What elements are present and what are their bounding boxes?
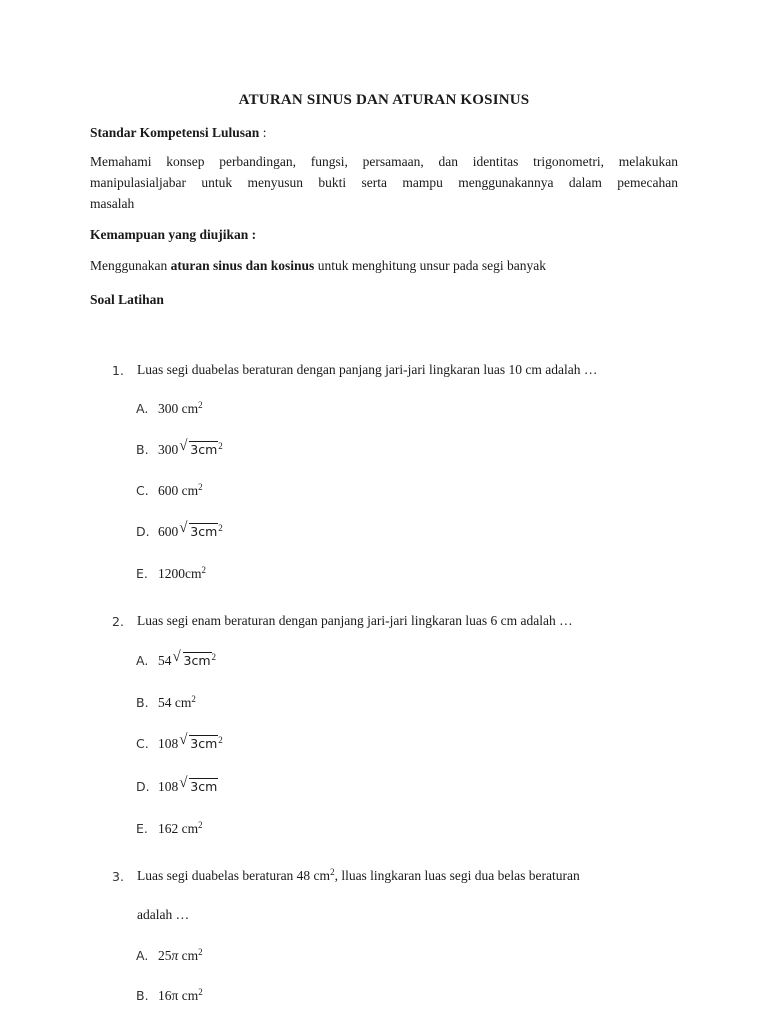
option-value: 300 — [158, 442, 179, 457]
option-letter: B. — [136, 695, 149, 710]
q3-text-sup: 2 — [330, 867, 335, 877]
kemampuan-bold: aturan sinus dan kosinus — [170, 258, 315, 273]
option-value: 162 cm — [158, 821, 199, 836]
kemampuan-heading: Kemampuan yang diujikan : — [90, 227, 257, 242]
question-3-text-line-2: adalah … — [137, 907, 190, 922]
option-letter: A. — [136, 653, 149, 668]
option-root: 3cm — [190, 779, 218, 794]
option-letter: C. — [136, 483, 149, 498]
option-root: 3cm — [190, 442, 218, 457]
q1-option-b — [136, 438, 223, 458]
option-letter: A. — [136, 948, 149, 963]
option-sup: 2 — [218, 735, 223, 745]
option-root: 3cm — [183, 653, 211, 668]
q3-option-a — [136, 948, 203, 964]
q2-option-e — [136, 821, 203, 837]
skl-paragraph — [90, 151, 678, 214]
sqrt-symbol: √ 3cm — [172, 649, 211, 668]
option-unit: cm — [178, 988, 199, 1003]
pi-symbol: π — [171, 988, 179, 1003]
sqrt-symbol: √ 3cm — [179, 438, 218, 457]
question-1-text: Luas segi duabelas beraturan dengan panjang jari-jari lingkaran luas 10 cm adalah … — [137, 362, 598, 377]
skl-label: Standar Kompetensi Lulusan — [90, 125, 260, 140]
q3-text-pre: Luas segi duabelas beraturan 48 cm — [137, 868, 331, 883]
q3-option-b — [136, 988, 203, 1004]
skl-heading — [90, 125, 266, 141]
q2-option-a — [136, 649, 217, 669]
option-sup: 2 — [198, 482, 203, 492]
option-letter: B. — [136, 988, 149, 1003]
option-letter: E. — [136, 821, 148, 836]
option-root: 3cm — [190, 524, 218, 539]
q2-option-d — [136, 775, 218, 795]
q3-text-post: , lluas lingkaran luas segi dua belas beraturan — [334, 868, 580, 883]
option-unit: cm — [178, 948, 199, 963]
sqrt-symbol: √ 3cm — [179, 732, 218, 751]
option-root: 3cm — [190, 736, 218, 751]
pi-symbol: π — [171, 948, 179, 963]
option-letter: B. — [136, 442, 149, 457]
skl-colon: : — [259, 125, 267, 140]
option-sup: 2 — [198, 947, 203, 957]
option-value: 600 cm — [158, 483, 199, 498]
option-value: 54 cm — [158, 695, 192, 710]
option-sup: 2 — [191, 694, 196, 704]
kemampuan-text — [90, 258, 546, 274]
q1-option-d — [136, 520, 223, 540]
option-value: 25 — [158, 948, 172, 963]
option-letter: D. — [136, 524, 150, 539]
option-sup: 2 — [211, 652, 217, 662]
option-value: 54 — [158, 653, 172, 668]
option-sup: 2 — [201, 565, 206, 575]
option-value: 108 — [158, 736, 179, 751]
kemampuan-pre: Menggunakan — [90, 258, 171, 273]
sqrt-symbol: √ 3cm — [179, 520, 218, 539]
option-value: 300 cm — [158, 401, 199, 416]
document-title: ATURAN SINUS DAN ATURAN KOSINUS — [238, 92, 530, 108]
soal-heading: Soal Latihan — [90, 292, 164, 307]
skl-line-3: masalah — [90, 196, 135, 211]
q1-option-e — [136, 566, 206, 582]
question-2-number: 2. — [112, 614, 124, 629]
question-3-text — [137, 868, 580, 884]
option-value: 16 — [158, 988, 172, 1003]
option-sup: 2 — [218, 523, 223, 533]
option-letter: D. — [136, 779, 150, 794]
q1-option-a — [136, 401, 203, 417]
option-value: 1200cm — [158, 566, 202, 581]
kemampuan-post: untuk menghitung unsur pada segi banyak — [314, 258, 547, 273]
q2-option-b — [136, 695, 196, 711]
option-value: 600 — [158, 524, 179, 539]
sqrt-symbol: √ 3cm — [179, 775, 218, 794]
question-2-text: Luas segi enam beraturan dengan panjang jari-jari lingkaran luas 6 cm adalah … — [137, 613, 573, 628]
question-1-number: 1. — [112, 363, 124, 378]
option-sup: 2 — [198, 987, 203, 997]
option-letter: A. — [136, 401, 149, 416]
option-sup: 2 — [198, 400, 203, 410]
question-3-number: 3. — [112, 869, 124, 884]
option-letter: E. — [136, 566, 148, 581]
skl-line-2: manipulasialjabar untuk menyusun bukti serta mampu menggunakannya dalam pemecahan — [90, 175, 678, 190]
q2-option-c — [136, 732, 223, 752]
option-value: 108 — [158, 779, 179, 794]
option-sup: 2 — [218, 441, 223, 451]
option-letter: C. — [136, 736, 149, 751]
q1-option-c — [136, 483, 203, 499]
skl-line-1: Memahami konsep perbandingan, fungsi, persamaan, dan identitas trigonometri, melakukan — [90, 154, 678, 169]
option-sup: 2 — [198, 820, 203, 830]
